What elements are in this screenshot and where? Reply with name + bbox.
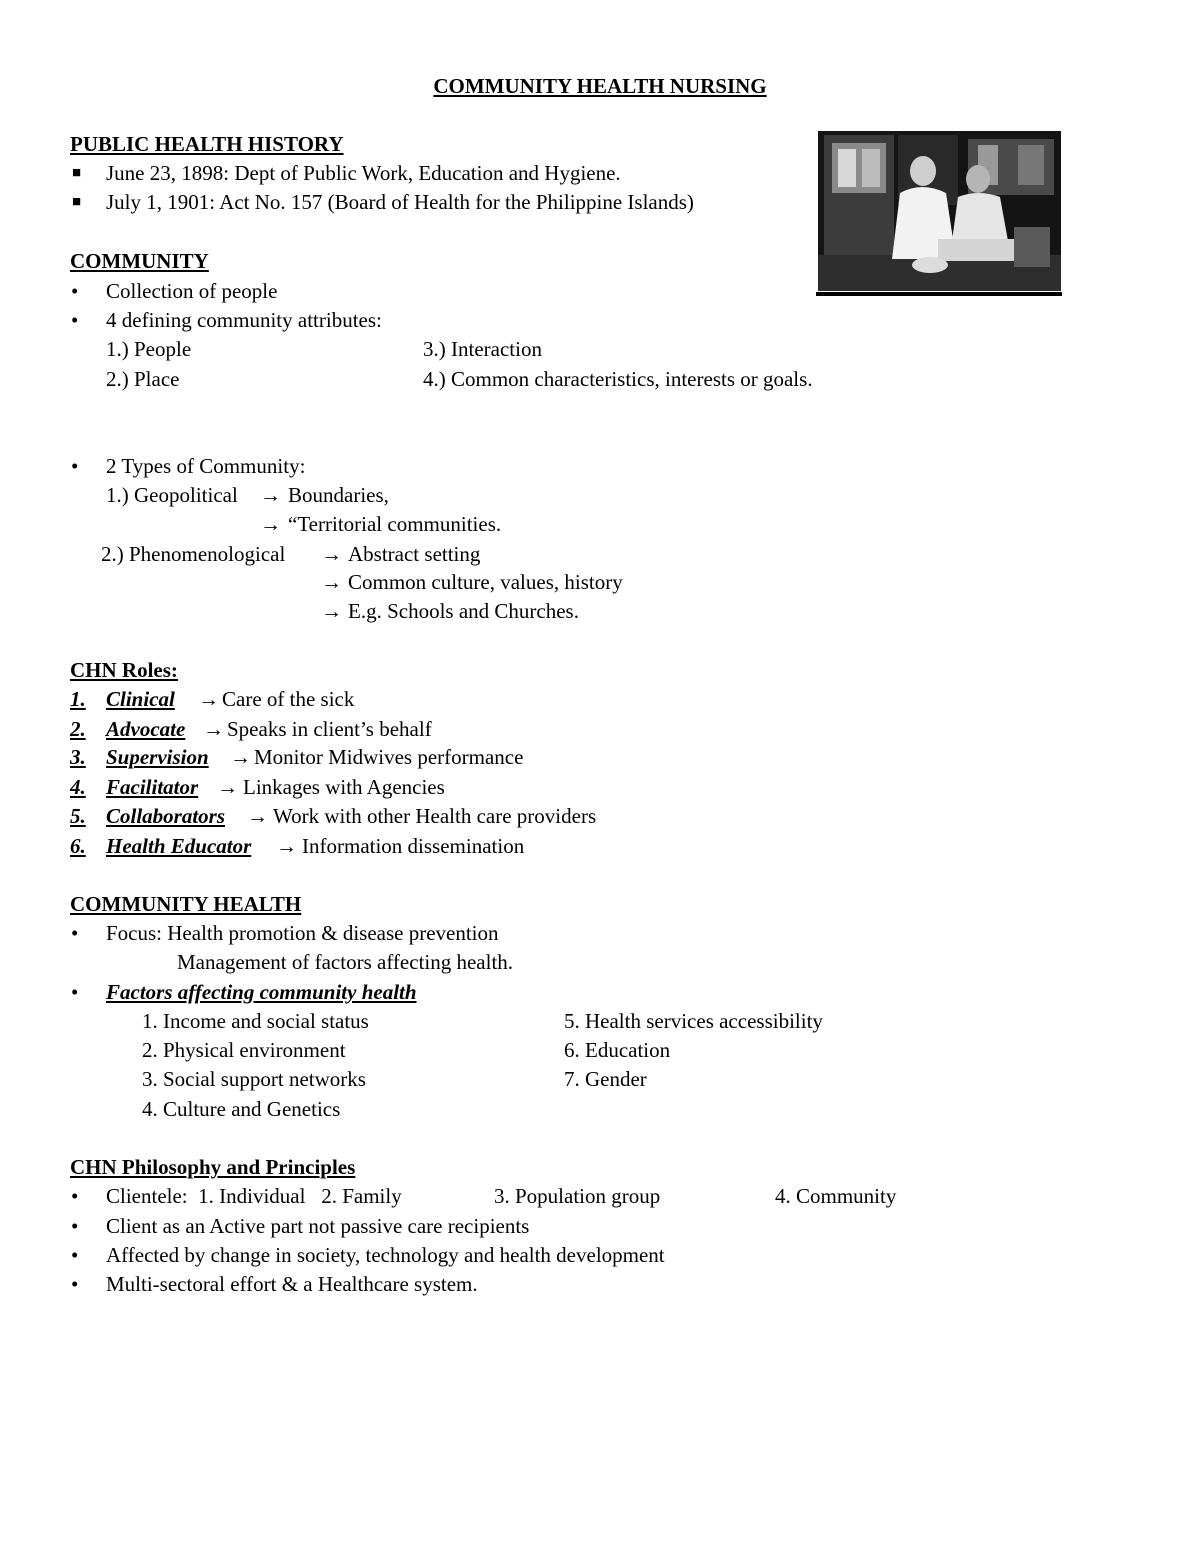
focus-text: Focus: Health promotion & disease prevention xyxy=(106,921,499,945)
type-label: 2.) Phenomenological xyxy=(101,542,286,566)
role-desc: Information dissemination xyxy=(302,834,525,858)
arrow-icon: → xyxy=(198,687,219,711)
types-intro: 2 Types of Community: xyxy=(106,454,306,478)
arrow-icon: → xyxy=(203,717,224,741)
square-bullet-icon: ■ xyxy=(72,165,82,181)
arrow-icon: → xyxy=(230,745,251,769)
factor-item: 1. Income and social status xyxy=(142,1009,369,1033)
type-row xyxy=(0,481,1200,511)
arrow-icon: → xyxy=(321,599,342,623)
role-name: Health Educator xyxy=(106,834,252,858)
bullet-icon: • xyxy=(71,1272,79,1296)
arrow-icon: → xyxy=(260,483,281,507)
arrow-icon: → xyxy=(260,512,281,536)
role-number: 2. xyxy=(70,717,86,741)
clientele-text: 4. Community xyxy=(775,1184,897,1208)
roles-heading: CHN Roles: xyxy=(70,658,178,682)
factor-item: 5. Health services accessibility xyxy=(564,1009,823,1033)
attribute-row xyxy=(0,335,1200,365)
history-heading: PUBLIC HEALTH HISTORY xyxy=(70,132,344,156)
list-item xyxy=(0,1270,1200,1300)
clientele-text: 3. Population group xyxy=(494,1184,661,1208)
type-row xyxy=(0,510,1200,540)
type-desc: E.g. Schools and Churches. xyxy=(348,599,579,623)
role-desc: Work with other Health care providers xyxy=(273,804,597,828)
principle-text: Multi-sectoral effort & a Healthcare system. xyxy=(106,1272,478,1296)
role-number: 5. xyxy=(70,804,86,828)
doc-title: COMMUNITY HEALTH NURSING xyxy=(433,74,767,98)
attribute-item: 2.) Place xyxy=(106,367,180,391)
attribute-item: 4.) Common characteristics, interests or goals. xyxy=(423,367,813,391)
role-name: Clinical xyxy=(106,687,175,711)
philosophy-section xyxy=(0,1153,1200,1183)
list-item xyxy=(0,452,1200,482)
list-item xyxy=(0,978,1200,1008)
list-item xyxy=(0,1212,1200,1242)
arrow-icon: → xyxy=(321,570,342,594)
type-row xyxy=(0,540,1200,570)
role-desc: Linkages with Agencies xyxy=(243,775,445,799)
community-health-section xyxy=(0,890,1200,920)
arrow-icon: → xyxy=(321,542,342,566)
bullet-icon: • xyxy=(71,1214,79,1238)
type-row xyxy=(0,597,1200,627)
attribute-item: 1.) People xyxy=(106,337,192,361)
roles-section xyxy=(0,656,1200,686)
role-desc: Monitor Midwives performance xyxy=(254,745,524,769)
role-number: 6. xyxy=(70,834,86,858)
factors-heading: Factors affecting community health xyxy=(106,980,417,1004)
principle-text: Affected by change in society, technology and health development xyxy=(106,1243,665,1267)
list-item xyxy=(0,277,1200,307)
clientele-text: Clientele: 1. Individual 2. Family xyxy=(106,1184,402,1208)
history-item-text: June 23, 1898: Dept of Public Work, Education and Hygiene. xyxy=(106,161,621,185)
focus-continuation xyxy=(0,948,1200,978)
role-name: Facilitator xyxy=(106,775,199,799)
list-item xyxy=(0,919,1200,949)
list-item xyxy=(0,306,1200,336)
type-desc: “Territorial communities. xyxy=(288,512,502,536)
type-label: 1.) Geopolitical xyxy=(106,483,238,507)
role-item xyxy=(0,715,1200,745)
type-desc: Common culture, values, history xyxy=(348,570,623,594)
list-item xyxy=(0,1182,1200,1212)
factor-item: 7. Gender xyxy=(564,1067,647,1091)
bullet-icon: • xyxy=(71,921,79,945)
role-name: Supervision xyxy=(106,745,209,769)
factor-row xyxy=(0,1007,1200,1037)
bullet-icon: • xyxy=(71,980,79,1004)
role-name: Advocate xyxy=(106,717,186,741)
bullet-icon: • xyxy=(71,1243,79,1267)
role-number: 3. xyxy=(70,745,86,769)
type-desc: Boundaries, xyxy=(288,483,389,507)
role-desc: Care of the sick xyxy=(222,687,355,711)
role-item xyxy=(0,743,1200,773)
factor-row xyxy=(0,1065,1200,1095)
community-health-heading: COMMUNITY HEALTH xyxy=(70,892,302,916)
bullet-icon: • xyxy=(71,1184,79,1208)
attribute-item: 3.) Interaction xyxy=(423,337,542,361)
principle-text: Client as an Active part not passive care recipients xyxy=(106,1214,530,1238)
factor-row xyxy=(0,1036,1200,1066)
focus-text: Management of factors affecting health. xyxy=(177,950,514,974)
philosophy-heading: CHN Philosophy and Principles xyxy=(70,1155,356,1179)
type-desc: Abstract setting xyxy=(348,542,481,566)
role-desc: Speaks in client’s behalf xyxy=(227,717,432,741)
community-bullet-text: Collection of people xyxy=(106,279,278,303)
factor-item: 4. Culture and Genetics xyxy=(142,1097,341,1121)
role-number: 1. xyxy=(70,687,86,711)
history-item-text: July 1, 1901: Act No. 157 (Board of Health for the Philippine Islands) xyxy=(106,190,694,214)
role-item xyxy=(0,802,1200,832)
factor-item: 3. Social support networks xyxy=(142,1067,366,1091)
community-heading: COMMUNITY xyxy=(70,249,209,273)
role-name: Collaborators xyxy=(106,804,226,828)
list-item xyxy=(0,1241,1200,1271)
factor-item: 6. Education xyxy=(564,1038,671,1062)
role-item xyxy=(0,773,1200,803)
community-bullet-text: 4 defining community attributes: xyxy=(106,308,382,332)
role-item xyxy=(0,685,1200,715)
bullet-icon: • xyxy=(71,308,79,332)
bullet-icon: • xyxy=(71,279,79,303)
arrow-icon: → xyxy=(247,804,268,828)
type-row xyxy=(0,568,1200,598)
arrow-icon: → xyxy=(276,834,297,858)
attribute-row xyxy=(0,365,1200,395)
bullet-icon: • xyxy=(71,454,79,478)
role-item xyxy=(0,832,1200,862)
role-number: 4. xyxy=(70,775,86,799)
community-section xyxy=(0,247,1200,277)
arrow-icon: → xyxy=(217,775,238,799)
square-bullet-icon: ■ xyxy=(72,194,82,210)
factor-item: 2. Physical environment xyxy=(142,1038,346,1062)
factor-row xyxy=(0,1095,1200,1125)
